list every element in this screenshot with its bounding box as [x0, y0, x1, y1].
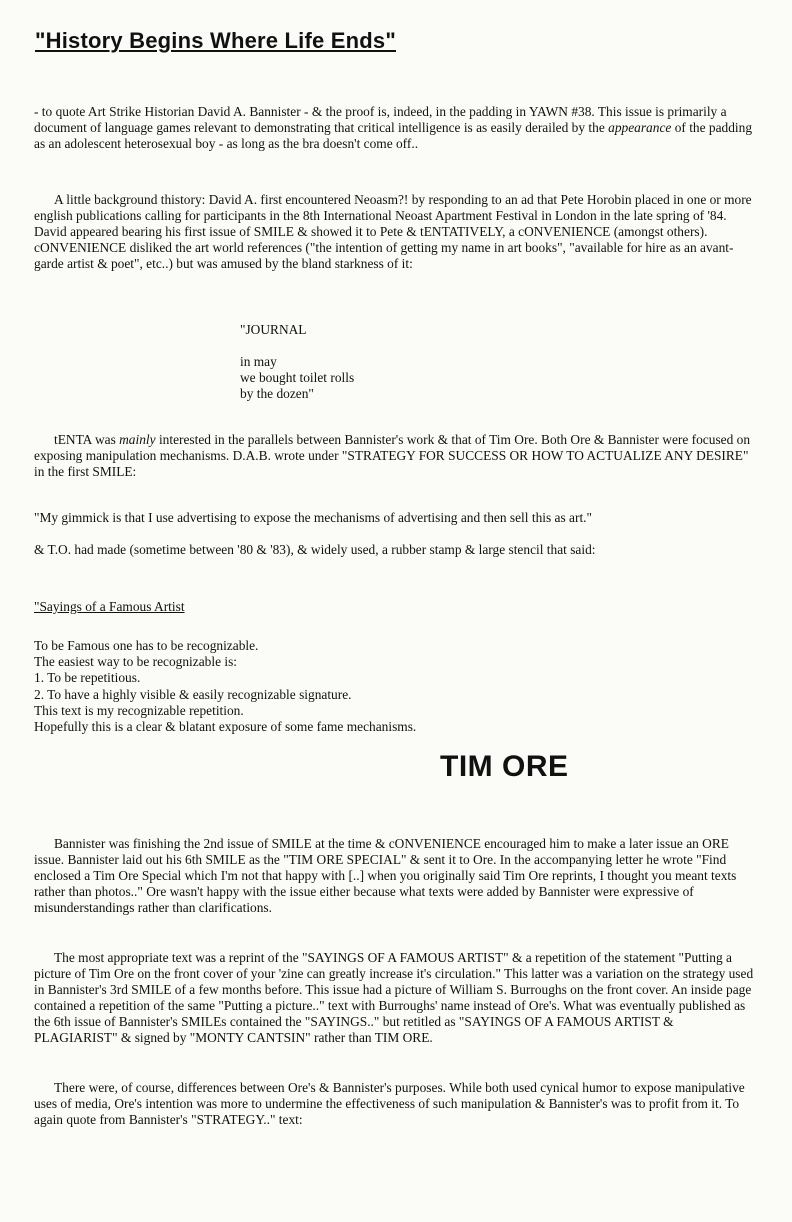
- page-title: "History Begins Where Life Ends": [35, 28, 396, 53]
- differences-paragraph: There were, of course, differences between Ore's & Bannister's purposes. While both used cynical humor to expose manipulative uses of media, Ore's intention was more to undermine the effectiveness of such manipulation & Bannister's was to profit from it. To again quote from Bannister's "STRATEGY.." text:: [34, 1080, 745, 1127]
- tenta-text-1: tENTA was: [54, 432, 120, 447]
- gimmick-quote: "My gimmick is that I use advertising to expose the mechanisms of advertising and then sell this as art.": [34, 510, 592, 525]
- smile6-paragraph: Bannister was finishing the 2nd issue of SMILE at the time & cONVENIENCE encouraged him to make a later issue an ORE issue. Bannister laid out his 6th SMILE as the "TIM ORE SPECIAL" & sent it to Ore. In the accompanying letter he wrote "Find enclosed a Tim Ore Special which I'm not that happy with [..] when you originally said Tim Ore reprints, I thought you meant texts rather than photos.." Ore wasn't happy with the issue either because what texts were added by Bannister were expressive of misunderstandings rather than clarifications.: [34, 836, 737, 915]
- intro-text-1: - to quote Art Strike Historian David A. Bannister - & the proof is, indeed, in the padding in YAWN #38. This issue is primarily a document of language games relevant to demonstrating that critical intelligence is as easily derailed by the: [34, 104, 727, 135]
- tim-ore-signature: TIM ORE: [440, 750, 569, 783]
- poem-line: in may: [240, 354, 277, 369]
- sayings-list: [34, 638, 634, 735]
- sayings-line: 2. To have a highly visible & easily recognizable signature.: [34, 686, 352, 702]
- tenta-paragraph: [34, 432, 756, 480]
- sayings-line: Hopefully this is a clear & blatant exposure of some fame mechanisms.: [34, 719, 417, 735]
- intro-text-2: of the padding as an adolescent heterosexual boy - as long as the bra doesn't come off..: [34, 120, 753, 151]
- sayings-line: To be Famous one has to be recognizable.: [34, 638, 259, 653]
- sayings-line: The easiest way to be recognizable is:: [34, 654, 238, 670]
- intro-paragraph: [34, 104, 756, 152]
- tenta-text-2: interested in the parallels between Bannister's work & that of Tim Ore. Both Ore & Bannister were focused on exposing manipulation mechanisms. D.A.B. wrote under "STRATEGY FOR SUCCESS OR HOW TO ACTUALIZE ANY DESIRE" in the first SMILE:: [34, 432, 751, 479]
- reprint-paragraph: The most appropriate text was a reprint of the "SAYINGS OF A FAMOUS ARTIST" & a repetition of the statement "Putting a picture of Tim Ore on the front cover of your 'zine can greatly increase it's circulation." This latter was a variation on the strategy used in Bannister's 3rd SMILE of a few months before. This issue had a picture of William S. Burroughs on the front cover. An inside page contained a repetition of the same "Putting a picture.." text with Burroughs' name instead of Ore's. What was eventually published as the 6th issue of Bannister's SMILEs contained the "SAYINGS.." but retitled as "SAYINGS OF A FAMOUS ARTIST & PLAGIARIST" & signed by "MONTY CANTSIN" rather than TIM ORE.: [34, 950, 754, 1045]
- tenta-emphasis: mainly: [119, 432, 156, 447]
- sayings-title: "Sayings of a Famous Artist: [34, 599, 185, 614]
- background-paragraph: A little background thistory: David A. first encountered Neoasm?! by responding to an ad that Pete Horobin placed in one or more english publications calling for participants in the 8th International Neoast Apartment Festival in London in the late spring of '84. David appeared bearing his first issue of SMILE & showed it to Pete & tENTATIVELY, a cONVENIENCE (amongst others). cONVENIENCE disliked the art world references ("the intention of getting my name in art books", "available for hire as an avant-garde artist & poet", etc..) but was amused by the bland starkness of it:: [34, 192, 752, 271]
- poem-title: "JOURNAL: [240, 322, 307, 337]
- poem-line: we bought toilet rolls: [240, 370, 355, 385]
- sayings-line: This text is my recognizable repetition.: [34, 702, 244, 718]
- sayings-line: 1. To be repetitious.: [34, 670, 141, 686]
- journal-poem: [240, 322, 354, 402]
- poem-line: by the dozen": [240, 386, 314, 401]
- stamp-intro: & T.O. had made (sometime between '80 & '83), & widely used, a rubber stamp & large stencil that said:: [34, 542, 596, 557]
- intro-emphasis: appearance: [608, 120, 672, 135]
